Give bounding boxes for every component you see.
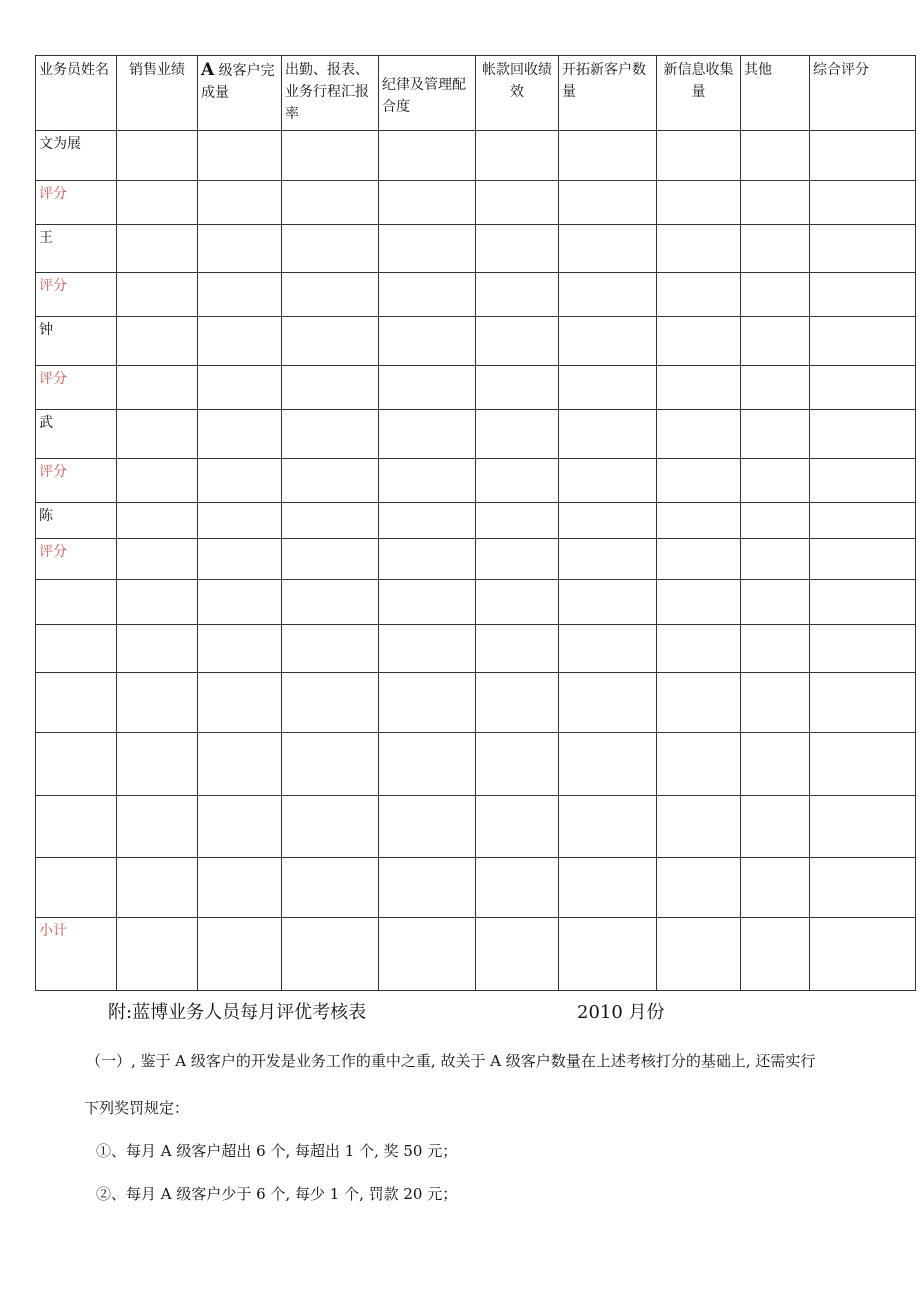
score-cell xyxy=(810,131,916,181)
score-cell xyxy=(559,225,657,273)
header-cell: 帐款回收绩效 xyxy=(476,56,559,131)
score-cell xyxy=(198,181,282,225)
score-cell xyxy=(198,503,282,539)
score-cell xyxy=(282,181,379,225)
score-cell xyxy=(198,733,282,796)
footer-title: 附:蓝博业务人员每月评优考核表 xyxy=(108,1002,367,1023)
score-cell xyxy=(559,580,657,625)
score-cell xyxy=(657,673,741,733)
score-cell xyxy=(198,796,282,858)
score-cell xyxy=(741,796,810,858)
score-cell xyxy=(741,733,810,796)
table-row xyxy=(36,273,916,317)
score-cell xyxy=(657,796,741,858)
row-label-cell xyxy=(36,733,117,796)
table-row xyxy=(36,918,916,991)
score-cell xyxy=(379,796,476,858)
score-cell xyxy=(810,673,916,733)
row-label-cell xyxy=(36,858,117,918)
score-cell xyxy=(117,366,198,410)
table-row xyxy=(36,366,916,410)
score-cell xyxy=(476,796,559,858)
header-row xyxy=(36,56,916,131)
table-row xyxy=(36,225,916,273)
score-cell xyxy=(282,733,379,796)
score-cell xyxy=(741,539,810,580)
row-label-cell xyxy=(36,796,117,858)
score-cell xyxy=(198,858,282,918)
score-cell xyxy=(476,366,559,410)
score-cell xyxy=(657,459,741,503)
score-cell xyxy=(559,673,657,733)
score-cell xyxy=(117,503,198,539)
score-cell xyxy=(476,918,559,991)
row-label-cell: 武 xyxy=(36,410,117,459)
header-cell: 出勤、报表、业务行程汇报率 xyxy=(282,56,379,131)
score-cell xyxy=(282,410,379,459)
score-cell xyxy=(117,273,198,317)
rules-intro: （一）, 鉴于 A 级客户的开发是业务工作的重中之重, 故关于 A 级客户数量在上述考核打分的基础上, 还需实行 xyxy=(86,1052,816,1070)
score-cell xyxy=(117,733,198,796)
score-cell xyxy=(657,225,741,273)
score-cell xyxy=(379,733,476,796)
score-cell xyxy=(198,225,282,273)
score-cell xyxy=(476,459,559,503)
score-cell xyxy=(282,796,379,858)
footer-month: 2010 月份 xyxy=(577,1002,665,1023)
score-cell xyxy=(559,503,657,539)
score-cell xyxy=(476,858,559,918)
score-cell xyxy=(657,918,741,991)
score-cell xyxy=(117,131,198,181)
header-cell: 纪律及管理配合度 xyxy=(379,56,476,131)
score-cell xyxy=(559,181,657,225)
score-cell xyxy=(282,673,379,733)
score-cell xyxy=(379,503,476,539)
header-cell: 综合评分 xyxy=(810,56,916,131)
score-cell xyxy=(810,580,916,625)
score-cell xyxy=(559,796,657,858)
score-cell xyxy=(282,131,379,181)
score-cell xyxy=(657,273,741,317)
header-cell: 其他 xyxy=(741,56,810,131)
score-cell xyxy=(559,858,657,918)
score-cell xyxy=(379,131,476,181)
score-cell xyxy=(657,580,741,625)
score-cell xyxy=(741,580,810,625)
score-cell xyxy=(117,796,198,858)
score-cell xyxy=(810,317,916,366)
score-cell xyxy=(117,410,198,459)
header-cell: 新信息收集量 xyxy=(657,56,741,131)
score-cell xyxy=(198,539,282,580)
score-cell xyxy=(117,918,198,991)
score-cell xyxy=(657,181,741,225)
score-cell xyxy=(198,410,282,459)
table-row xyxy=(36,580,916,625)
score-cell xyxy=(379,625,476,673)
score-cell xyxy=(657,131,741,181)
score-cell xyxy=(476,625,559,673)
score-cell xyxy=(559,366,657,410)
score-cell xyxy=(810,181,916,225)
score-cell xyxy=(198,366,282,410)
score-cell xyxy=(117,539,198,580)
score-cell xyxy=(476,673,559,733)
score-cell xyxy=(379,410,476,459)
table-row xyxy=(36,796,916,858)
score-cell xyxy=(741,317,810,366)
score-cell xyxy=(657,625,741,673)
row-label-cell: 文为展 xyxy=(36,131,117,181)
score-cell xyxy=(282,503,379,539)
table-body xyxy=(36,131,916,991)
score-cell xyxy=(559,625,657,673)
score-cell xyxy=(741,366,810,410)
score-cell xyxy=(476,410,559,459)
score-cell xyxy=(741,673,810,733)
score-cell xyxy=(810,858,916,918)
score-cell xyxy=(379,317,476,366)
score-cell xyxy=(810,273,916,317)
score-cell xyxy=(657,410,741,459)
score-cell xyxy=(810,459,916,503)
score-cell xyxy=(198,625,282,673)
score-cell xyxy=(559,131,657,181)
score-cell xyxy=(282,858,379,918)
row-label-cell: 钟 xyxy=(36,317,117,366)
score-cell xyxy=(282,317,379,366)
score-cell xyxy=(198,317,282,366)
score-cell xyxy=(282,580,379,625)
score-cell xyxy=(657,503,741,539)
score-cell xyxy=(559,918,657,991)
score-cell xyxy=(559,539,657,580)
table-row xyxy=(36,673,916,733)
score-cell xyxy=(559,273,657,317)
score-cell xyxy=(810,918,916,991)
score-cell xyxy=(741,459,810,503)
score-cell xyxy=(117,459,198,503)
score-cell xyxy=(282,539,379,580)
score-cell xyxy=(657,858,741,918)
score-cell xyxy=(117,225,198,273)
score-cell xyxy=(379,273,476,317)
score-cell xyxy=(379,673,476,733)
score-cell xyxy=(282,625,379,673)
table-row xyxy=(36,858,916,918)
row-label-cell: 评分 xyxy=(36,181,117,225)
table-row xyxy=(36,503,916,539)
score-cell xyxy=(810,225,916,273)
row-label-cell: 评分 xyxy=(36,459,117,503)
score-cell xyxy=(810,796,916,858)
rule-item-penalty: ②、每月 A 级客户少于 6 个, 每少 1 个, 罚款 20 元； xyxy=(96,1185,458,1203)
score-cell xyxy=(476,580,559,625)
score-cell xyxy=(379,459,476,503)
row-label-cell: 陈 xyxy=(36,503,117,539)
score-cell xyxy=(810,733,916,796)
score-cell xyxy=(657,366,741,410)
score-cell xyxy=(379,366,476,410)
score-cell xyxy=(559,410,657,459)
score-cell xyxy=(282,225,379,273)
score-cell xyxy=(379,580,476,625)
table-row xyxy=(36,625,916,673)
row-label-cell: 评分 xyxy=(36,366,117,410)
score-cell xyxy=(559,733,657,796)
score-cell xyxy=(379,918,476,991)
score-cell xyxy=(117,580,198,625)
header-cell: 销售业绩 xyxy=(117,56,198,131)
score-cell xyxy=(741,625,810,673)
score-cell xyxy=(657,733,741,796)
score-cell xyxy=(282,366,379,410)
score-cell xyxy=(741,858,810,918)
score-cell xyxy=(379,181,476,225)
score-cell xyxy=(282,918,379,991)
score-cell xyxy=(476,317,559,366)
rules-intro-cont: 下列奖罚规定： xyxy=(84,1099,190,1117)
header-cell: 业务员姓名 xyxy=(36,56,117,131)
score-cell xyxy=(476,539,559,580)
score-cell xyxy=(198,580,282,625)
score-cell xyxy=(198,131,282,181)
score-cell xyxy=(476,225,559,273)
score-cell xyxy=(198,459,282,503)
score-cell xyxy=(741,503,810,539)
row-label-cell: 小计 xyxy=(36,918,117,991)
row-label-cell xyxy=(36,580,117,625)
score-cell xyxy=(741,131,810,181)
score-cell xyxy=(810,410,916,459)
rule-item-reward: ①、每月 A 级客户超出 6 个, 每超出 1 个, 奖 50 元； xyxy=(96,1142,458,1160)
score-cell xyxy=(741,918,810,991)
score-cell xyxy=(198,273,282,317)
table-row xyxy=(36,459,916,503)
row-label-cell xyxy=(36,673,117,733)
score-cell xyxy=(379,539,476,580)
score-cell xyxy=(657,539,741,580)
row-label-cell: 评分 xyxy=(36,539,117,580)
row-label-cell: 评分 xyxy=(36,273,117,317)
score-cell xyxy=(117,858,198,918)
header-cell: 开拓新客户数量 xyxy=(559,56,657,131)
score-cell xyxy=(476,503,559,539)
score-cell xyxy=(379,858,476,918)
table-row xyxy=(36,181,916,225)
score-cell xyxy=(559,317,657,366)
score-cell xyxy=(741,273,810,317)
score-cell xyxy=(117,317,198,366)
table-row xyxy=(36,317,916,366)
row-label-cell xyxy=(36,625,117,673)
score-cell xyxy=(741,410,810,459)
score-cell xyxy=(117,625,198,673)
appraisal-table xyxy=(35,55,916,991)
table-row xyxy=(36,131,916,181)
table-row xyxy=(36,733,916,796)
score-cell xyxy=(379,225,476,273)
score-cell xyxy=(282,459,379,503)
score-cell xyxy=(476,131,559,181)
score-cell xyxy=(476,273,559,317)
score-cell xyxy=(282,273,379,317)
score-cell xyxy=(741,225,810,273)
row-label-cell: 王 xyxy=(36,225,117,273)
score-cell xyxy=(117,181,198,225)
table-row xyxy=(36,410,916,459)
score-cell xyxy=(810,503,916,539)
score-cell xyxy=(657,317,741,366)
score-cell xyxy=(559,459,657,503)
table-row xyxy=(36,539,916,580)
header-cell: A 级客户完成量 xyxy=(198,56,282,131)
score-cell xyxy=(476,181,559,225)
score-cell xyxy=(810,625,916,673)
score-cell xyxy=(810,539,916,580)
score-cell xyxy=(810,366,916,410)
score-cell xyxy=(476,733,559,796)
score-cell xyxy=(198,673,282,733)
score-cell xyxy=(741,181,810,225)
score-cell xyxy=(117,673,198,733)
score-cell xyxy=(198,918,282,991)
